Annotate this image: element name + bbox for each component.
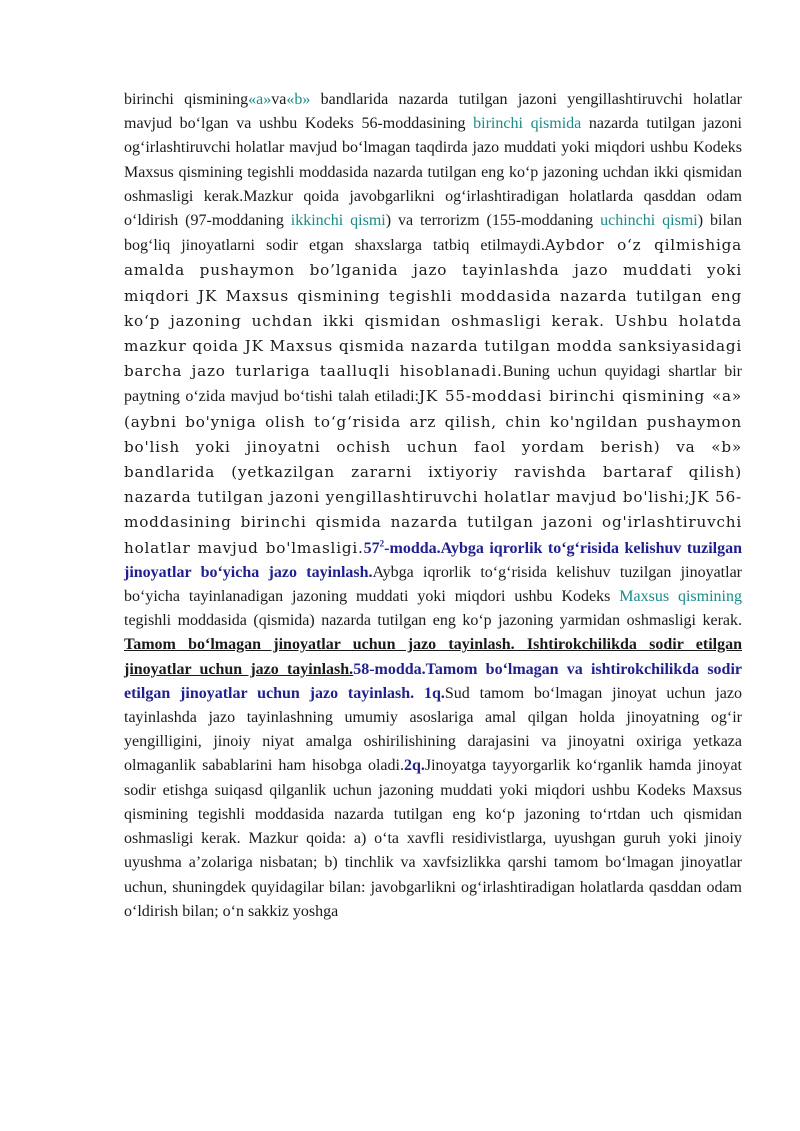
text-run: Jinoyatga tayyorgarlik ko‘rganlik hamda jinoyat sodir etishga suiqasd qilganlik uchun jazoning muddati yoki miqdori ushbu Kodeks Maxsus qismining tegishli moddasida nazarda tutilgan eng ko‘p jazoning to‘rtdan uch qismidan oshmasligi kerak. Mazkur qoida: a) o‘ta xavfli residivistlarga, uyushgan guruh yoki jinoiy uyushma a’zolariga nisbatan; b) tinchlik va xavfsizlikka qarshi tamom bo‘lmagan jinoyatlar uchun, shuningdek quyidagilar bilan: javobgarlikni og‘irlashtiradigan holatlarda qasddan odam o‘ldirish bilan; o‘n sakkiz yoshga [124, 757, 742, 920]
article-superscript: 2 [379, 538, 385, 549]
text-run: tegishli moddasida (qismida) nazarda tutilgan eng ko‘p jazoning yarmidan oshmasligi kerak. [124, 612, 742, 630]
second-part-link[interactable]: ikkinchi qismi [290, 212, 386, 230]
article-title: -modda.Aybga iqrorlik to‘g‘risida kelishuv tuzilgan jinoyatlar bo‘yicha jazo tayinlash. [124, 539, 742, 581]
article-58-heading: 58-modda.Tamom bo‘lmagan va ishtirokchilikda sodir etilgan jinoyatlar uchun jazo tayinlash. 1q. [124, 660, 742, 702]
part-2-marker: 2q. [403, 757, 425, 775]
point-a-link[interactable]: «a» [248, 91, 272, 108]
section-heading: Tamom bo‘lmagan jinoyatlar uchun jazo tayinlash. Ishtirokchilikda sodir etilgan jinoyatlar uchun jazo tayinlash. [124, 636, 742, 678]
special-part-link[interactable]: Maxsus qismining [619, 588, 742, 606]
text-run: Buning uchun quyidagi shartlar bir paytning o‘zida mavjud bo‘tishi talah etiladi: [124, 363, 742, 406]
text-run: va [271, 91, 287, 108]
article-number: 57 [363, 539, 380, 557]
text-run: birinchi qismining [124, 91, 249, 108]
text-run: JK 55-moddasi birinchi qismining «a» (aybni bo'yniga olish to‘g‘risida arz qilish, chin ko'ngildan pushaymon bo'lish yoki jinoyatni ochish uchun faol yordam berish) va «b» bandlarida (yetkazilgan zararni ixtiyoriy ravishda bartaraf qilish) nazarda tutilgan jazoni yengillashtiruvchi holatlar mavjud bo'lishi;JK 56-moddasining birinchi qismida nazarda tutilgan jazoni og'irlashtiruvchi holatlar mavjud bo'lmasligi. [124, 387, 743, 557]
first-part-link[interactable]: birinchi qismida [473, 115, 582, 133]
text-run: ) va terrorizm (155-moddaning [385, 212, 601, 230]
point-b-link[interactable]: «b» [286, 91, 311, 108]
text-run: ) bilan bog‘liq jinoyatlarni sodir etgan shaxslarga tatbiq etilmaydi. [124, 212, 743, 255]
text-run: nazarda tutilgan jazoni og‘irlashtiruvchi holatlar mavjud bo‘lmagan taqdirda jazo muddati yoki miqdori ushbu Kodeks Maxsus qismining tegishli moddasida nazarda tutilgan eng ko‘p jazoning uchdan ikki qismidan oshmasligi kerak.Mazkur qoida javobgarlikni og‘irlashtiradigan holatlarda qasddan odam o‘ldirish (97-moddaning [124, 115, 742, 230]
document-body [124, 88, 742, 924]
text-run: Aybdor o‘z qilmishiga amalda pushaymon bo’lganida jazo tayinlashda jazo muddati yoki miqdori JK Maxsus qismining tegishli moddasida nazarda tutilgan eng ko‘p jazoning uchdan ikki qismidan oshmasligi kerak. Ushbu holatda mazkur qoida JK Maxsus qismida nazarda tutilgan modda sanksiyasidagi barcha jazo turlariga taalluqli hisoblanadi. [124, 236, 742, 381]
text-run: Aybga iqrorlik to‘g‘risida kelishuv tuzilgan jinoyatlar bo‘yicha tayinlanadigan jazoning muddati yoki miqdori ushbu Kodeks [124, 563, 742, 606]
document-page [124, 88, 742, 924]
third-part-link[interactable]: uchinchi qismi [600, 212, 698, 230]
text-run: bandlarida nazarda tutilgan jazoni yengillashtiruvchi holatlar mavjud bo‘lgan va ushbu Kodeks 56-moddasining [124, 91, 742, 133]
text-run: Sud tamom bo‘lmagan jinoyat uchun jazo tayinlashda jazo tayinlashning umumiy asoslariga amal qilgan holda jinoyatning og‘ir yengilligini, jinoiy niyat amalga oshirilishining darajasini va jinoyatni oxiriga yetkaza olmaganlik sabablarini ham hisobga oladi. [124, 684, 742, 775]
